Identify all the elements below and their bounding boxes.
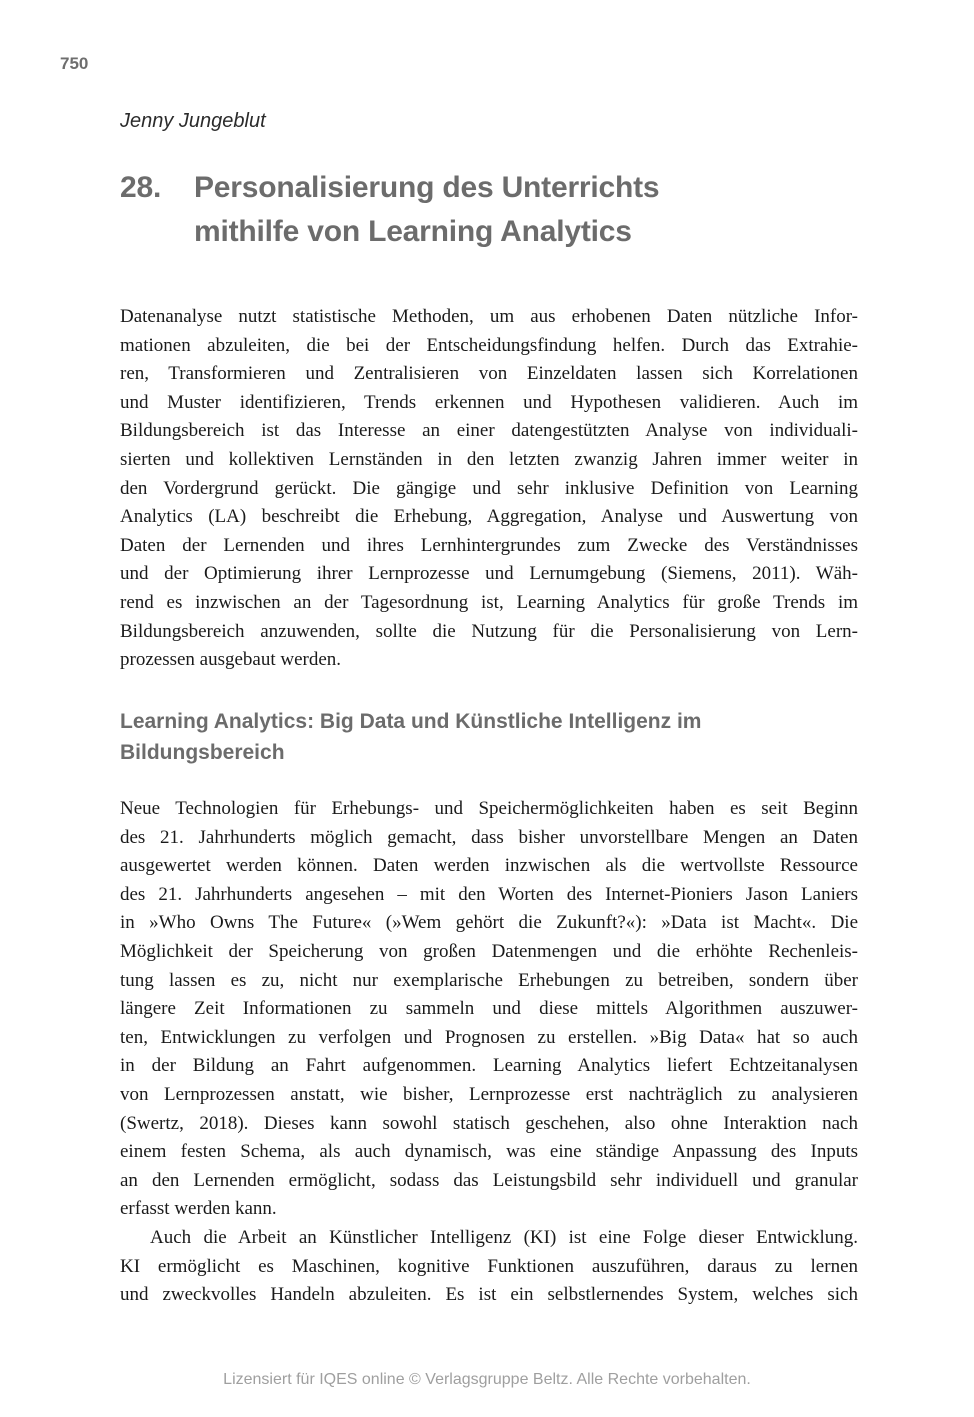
license-footer: Lizensiert für IQES online © Verlagsgruppe Beltz. Alle Rechte vorbehalten. (223, 1371, 751, 1388)
section-body (120, 795, 858, 1310)
body-paragraph: Neue Technologien für Erhebungs- und Speichermöglichkeiten haben es seit Beginn des 21. Jahrhunderts möglich gemacht, dass bisher unvorstellbare Mengen an Daten ausgewertet werden können. Daten werden inzwischen als die wertvollste Ressource des 21. Jahrhunderts angesehen – mit den Worten des Internet-Pioniers Jason Laniers in »Who Owns The Future« (»Wem gehört die Zukunft?«): »Data ist Macht«. Die Möglichkeit der Speicherung von großen Datenmengen und die erhöhte Rechenleis- tung lassen es zu, nicht nur exemplarische Erhebungen zu betreiben, sondern über längere Zeit Informationen zu sammeln und diese mittels Algorithmen auszuwer- ten, Entwicklungen zu verfolgen und Prognosen zu erstellen. »Big Data« hat so auch in der Bildung an Fahrt aufgenommen. Learning Analytics liefert Echtzeitanalysen von Lernprozessen anstatt, wie bisher, Lernprozesse erst nachträglich zu analysieren (Swertz, 2018). Dieses kann sowohl statisch geschehen, also ohne Interaktion nach einem festen Schema, als auch dynamisch, was eine ständige Anpassung des Inputs an den Lernenden ermöglicht, sodass das Leistungsbild sehr individuell und granular erfasst werden kann. (120, 798, 858, 1220)
body-paragraph: Auch die Arbeit an Künstlicher Intelligenz (KI) ist eine Folge dieser Entwicklung. KI ermöglicht es Maschinen, kognitive Funktionen auszuführen, daraus zu lernen und zweckvolles Handeln abzuleiten. Es ist ein selbstlernendes System, welches sich (120, 1226, 858, 1306)
section-heading: Learning Analytics: Big Data und Künstliche Intelligenz im Bildungsbereich (120, 710, 702, 764)
page-number: 750 (60, 54, 89, 73)
chapter-title-text: Personalisierung des Unterrichts mithilfe von Learning Analytics (194, 171, 660, 248)
author-name: Jenny Jungeblut (120, 110, 266, 132)
chapter-number: 28. (120, 171, 162, 204)
intro-paragraph: Datenanalyse nutzt statistische Methoden, um aus erhobenen Daten nützliche Infor- mationen abzuleiten, die bei der Entscheidungsfindung helfen. Durch das Extrahie- ren, Transformieren und Zentralisieren von Einzeldaten lassen sich Korrelationen und Muster identifizieren, Trends erkennen und Hypothesen validieren. Auch im Bildungsbereich ist das Interesse an einer datengestützten Analyse von individuali- sierten und kollektiven Lernständen in den letzten zwanzig Jahren immer weiter in den Vordergrund gerückt. Die gängige und sehr inklusive Definition von Learning Analytics (LA) beschreibt die Erhebung, Aggregation, Analyse und Auswertung von Daten der Lernenden und ihres Lernhintergrundes zum Zwecke des Verständnisses und der Optimierung ihrer Lernprozesse und Lernumgebung (Siemens, 2011). Wäh- rend es inzwischen an der Tagesordnung ist, Learning Analytics für große Trends im Bildungsbereich anzuwenden, sollte die Nutzung für die Personalisierung von Lern- prozessen ausgebaut werden. (120, 306, 858, 671)
chapter-title (120, 166, 659, 254)
